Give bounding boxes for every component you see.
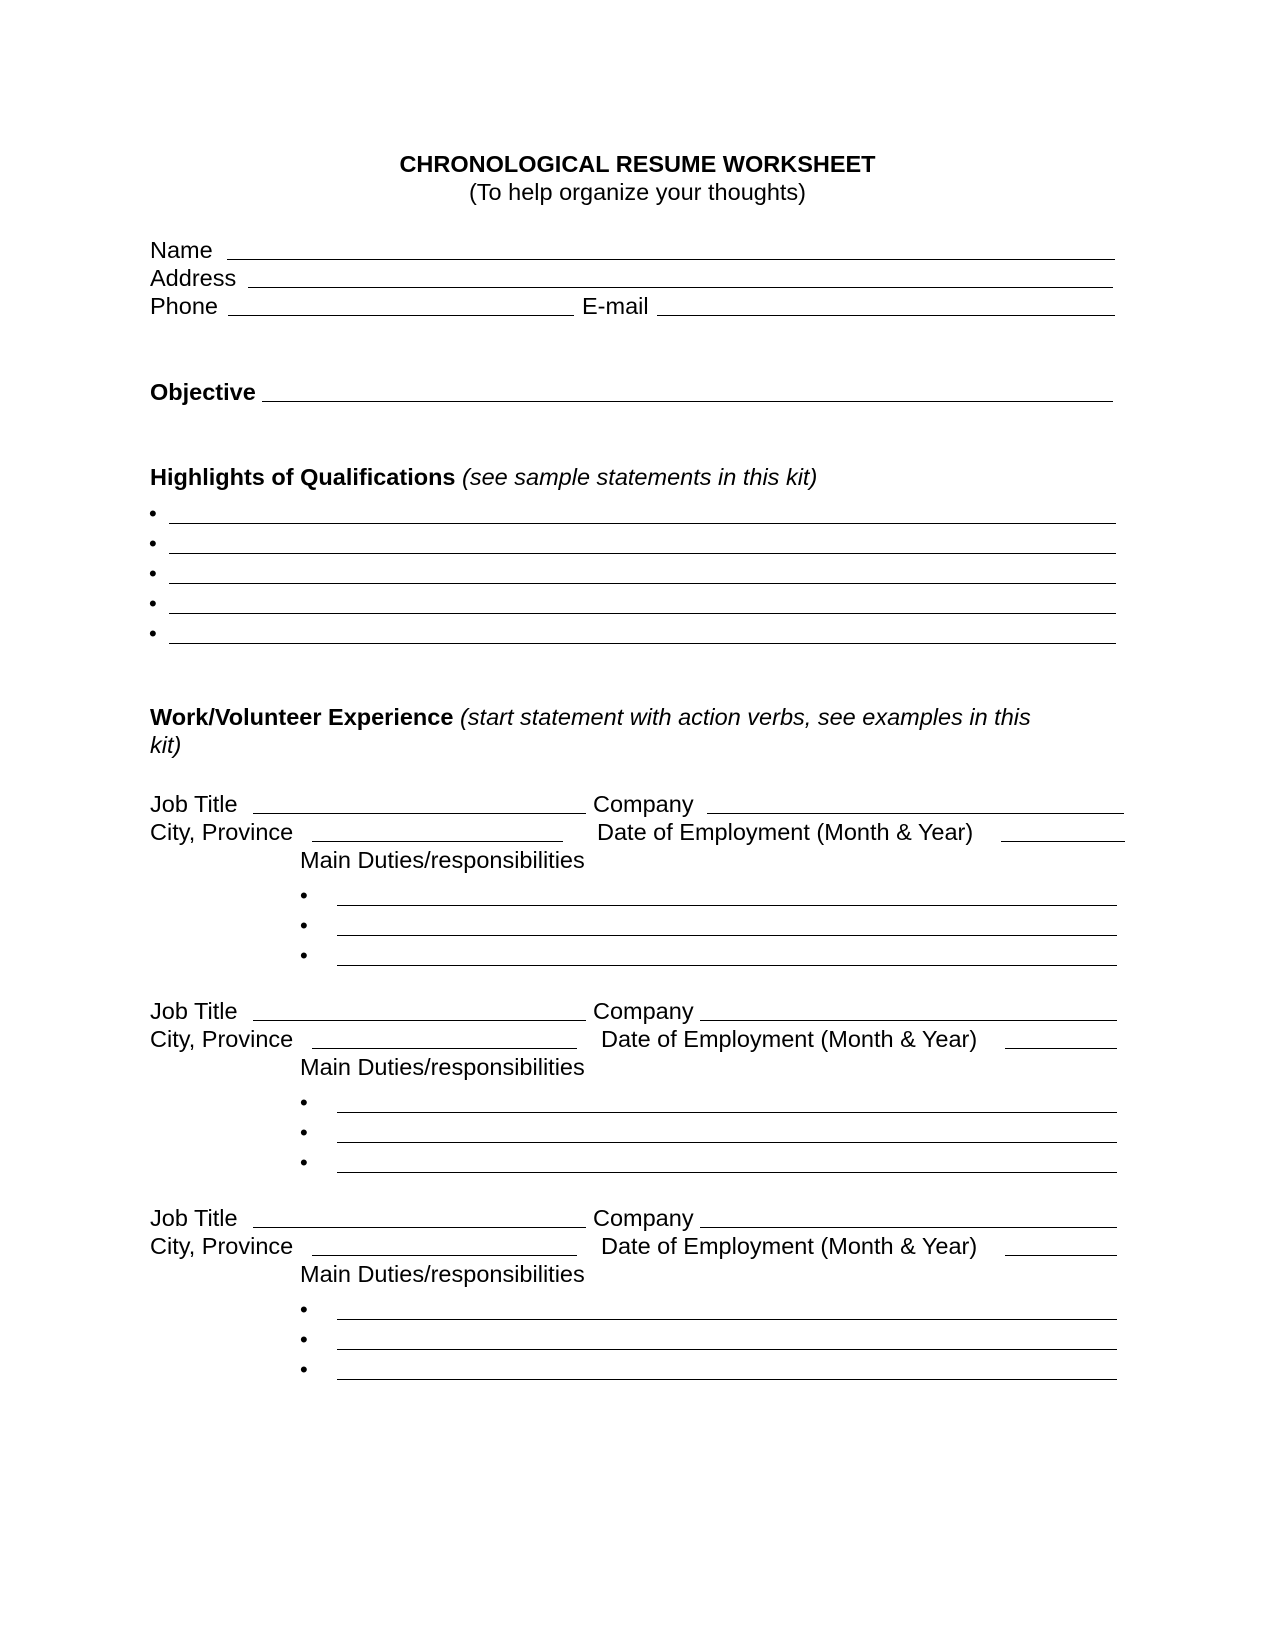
duty-field-1-1[interactable]: [337, 905, 1117, 906]
date-of-employment-field-2[interactable]: [1005, 1048, 1117, 1049]
address-field[interactable]: [248, 287, 1113, 288]
company-label: Company: [593, 998, 694, 1024]
duty-bullet: •: [300, 1357, 308, 1382]
duty-field-2-3[interactable]: [337, 1172, 1117, 1173]
highlights-heading: [150, 463, 817, 491]
duty-bullet: •: [300, 883, 308, 908]
highlight-field-4[interactable]: [169, 613, 1116, 614]
duty-bullet: •: [300, 1090, 308, 1115]
page-subtitle: (To help organize your thoughts): [468, 179, 807, 205]
city-province-field-3[interactable]: [312, 1255, 577, 1256]
experience-note: (start statement with action verbs, see examples in this: [459, 704, 1031, 730]
job-title-field-2[interactable]: [253, 1020, 586, 1021]
highlight-bullet: •: [149, 501, 157, 526]
duty-bullet: •: [300, 1327, 308, 1352]
objective-field[interactable]: [262, 401, 1113, 402]
duty-field-1-3[interactable]: [337, 965, 1117, 966]
duty-bullet: •: [300, 1120, 308, 1145]
highlights-note: (see sample statements in this kit): [462, 464, 818, 490]
experience-note-continued: kit): [150, 732, 182, 758]
duty-field-3-2[interactable]: [337, 1349, 1117, 1350]
highlight-field-1[interactable]: [169, 523, 1116, 524]
name-field[interactable]: [227, 259, 1115, 260]
city-province-field-1[interactable]: [312, 841, 563, 842]
duty-field-2-2[interactable]: [337, 1142, 1117, 1143]
date-of-employment-label: Date of Employment (Month & Year): [601, 1233, 978, 1259]
email-field[interactable]: [657, 315, 1115, 316]
duties-label: Main Duties/responsibilities: [300, 1054, 585, 1080]
experience-label: Work/Volunteer Experience: [150, 704, 454, 730]
email-label: E-mail: [582, 293, 649, 319]
objective-label: Objective: [150, 379, 256, 405]
city-province-field-2[interactable]: [312, 1048, 577, 1049]
date-of-employment-label: Date of Employment (Month & Year): [597, 819, 974, 845]
highlight-bullet: •: [149, 621, 157, 646]
date-of-employment-field-1[interactable]: [1001, 841, 1125, 842]
page-title: CHRONOLOGICAL RESUME WORKSHEET: [399, 151, 876, 177]
highlight-field-5[interactable]: [169, 643, 1116, 644]
duty-bullet: •: [300, 1297, 308, 1322]
date-of-employment-label: Date of Employment (Month & Year): [601, 1026, 978, 1052]
address-label: Address: [150, 265, 237, 291]
phone-label: Phone: [150, 293, 218, 319]
city-province-label: City, Province: [150, 1233, 294, 1259]
highlight-field-3[interactable]: [169, 583, 1116, 584]
date-of-employment-field-3[interactable]: [1005, 1255, 1117, 1256]
job-title-field-1[interactable]: [253, 813, 586, 814]
name-label: Name: [150, 237, 213, 263]
duties-label: Main Duties/responsibilities: [300, 1261, 585, 1287]
highlight-bullet: •: [149, 531, 157, 556]
job-title-field-3[interactable]: [253, 1227, 586, 1228]
highlights-label: Highlights of Qualifications: [150, 464, 456, 490]
duty-field-3-3[interactable]: [337, 1379, 1117, 1380]
duty-bullet: •: [300, 1150, 308, 1175]
duties-label: Main Duties/responsibilities: [300, 847, 585, 873]
city-province-label: City, Province: [150, 1026, 294, 1052]
job-title-label: Job Title: [150, 998, 238, 1024]
duty-field-1-2[interactable]: [337, 935, 1117, 936]
company-field-2[interactable]: [700, 1020, 1117, 1021]
duty-field-2-1[interactable]: [337, 1112, 1117, 1113]
company-field-3[interactable]: [700, 1227, 1117, 1228]
duty-field-3-1[interactable]: [337, 1319, 1117, 1320]
highlight-bullet: •: [149, 561, 157, 586]
job-title-label: Job Title: [150, 791, 238, 817]
job-title-label: Job Title: [150, 1205, 238, 1231]
highlight-field-2[interactable]: [169, 553, 1116, 554]
phone-field[interactable]: [228, 315, 574, 316]
company-field-1[interactable]: [707, 813, 1124, 814]
highlight-bullet: •: [149, 591, 157, 616]
duty-bullet: •: [300, 943, 308, 968]
experience-heading: [150, 703, 1031, 731]
company-label: Company: [593, 1205, 694, 1231]
city-province-label: City, Province: [150, 819, 294, 845]
company-label: Company: [593, 791, 694, 817]
duty-bullet: •: [300, 913, 308, 938]
